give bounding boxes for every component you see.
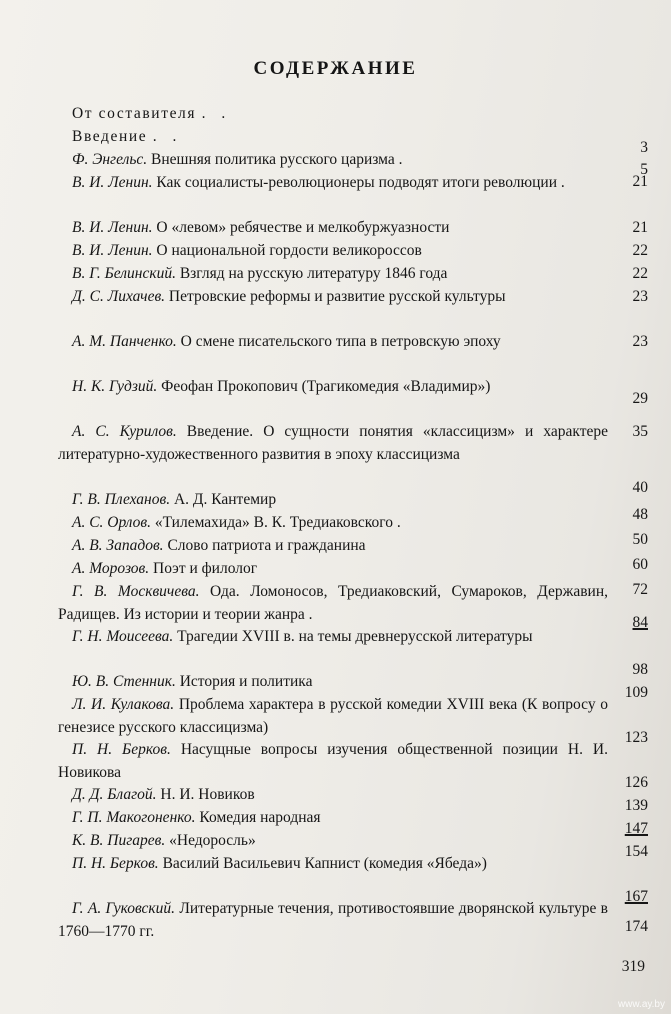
toc-entry bbox=[58, 172, 648, 217]
entry-page-number: 22 bbox=[632, 265, 648, 282]
entry-title: Слово патриота и гражданина bbox=[167, 537, 366, 554]
entry-title: Внешняя политика русского царизма . bbox=[151, 151, 403, 168]
entry-title: Комедия народная bbox=[199, 809, 321, 826]
toc-entry bbox=[58, 581, 648, 626]
entry-title: История и политика bbox=[179, 673, 313, 690]
toc-entry bbox=[58, 661, 648, 694]
entry-author: П. Н. Берков. bbox=[72, 855, 159, 872]
entry-title: От составителя bbox=[72, 105, 197, 122]
toc-entry bbox=[58, 126, 648, 149]
entry-page-number: 50 bbox=[632, 531, 648, 548]
toc-entry bbox=[58, 531, 648, 558]
toc-entry bbox=[58, 103, 648, 126]
entry-author: В. Г. Белинский. bbox=[72, 265, 176, 282]
toc-entry bbox=[58, 684, 648, 739]
entry-page-number: 23 bbox=[632, 333, 648, 350]
page-title: СОДЕРЖАНИЕ bbox=[253, 58, 418, 79]
entry-title: Трагедии XVIII в. на темы древнерусской литературы bbox=[177, 628, 533, 645]
entry-page-number: 84 bbox=[632, 614, 648, 631]
toc-entry bbox=[58, 506, 648, 535]
entry-author: Д. Д. Благой. bbox=[72, 786, 157, 803]
watermark: www.ay.by bbox=[617, 999, 665, 1010]
toc-entry bbox=[58, 888, 648, 943]
entry-title: Петровские реформы и развитие русской культуры bbox=[168, 288, 506, 305]
entry-author: Ю. В. Стенник. bbox=[72, 673, 176, 690]
entry-title: Проблема характера в русской комедии XVIII века (К вопросу о генезисе русского классицизма) bbox=[58, 696, 609, 736]
entry-page-number: 98 bbox=[632, 661, 648, 678]
entry-author: Ф. Энгельс. bbox=[72, 151, 148, 168]
toc-entry bbox=[58, 729, 648, 784]
entry-page-number: 154 bbox=[624, 843, 648, 860]
entry-title: О «левом» ребячестве и мелкобуржуазности bbox=[156, 219, 450, 236]
entry-leader: . . bbox=[152, 128, 183, 145]
entry-author: Г. А. Гуковский. bbox=[72, 900, 176, 917]
entry-title: Поэт и филолог bbox=[153, 560, 258, 577]
entry-author: А. В. Западов. bbox=[72, 537, 164, 554]
entry-author: К. В. Пигарев. bbox=[72, 832, 166, 849]
toc-entry bbox=[58, 820, 648, 853]
entry-author: А. М. Панченко. bbox=[72, 333, 177, 350]
entry-title: Н. И. Новиков bbox=[160, 786, 255, 803]
entry-title: А. Д. Кантемир bbox=[173, 491, 277, 508]
entry-page-number: 35 bbox=[632, 423, 648, 440]
toc-entry bbox=[58, 376, 648, 421]
toc-entry bbox=[58, 614, 648, 671]
entry-title: Введение. О сущности понятия «классицизм» и характере литературно-художественного развития в эпоху классицизма bbox=[58, 423, 608, 463]
entry-title: Введение bbox=[72, 128, 148, 145]
entry-leader: . . bbox=[201, 105, 232, 122]
table-of-contents bbox=[58, 103, 648, 943]
entry-title: Литературные течения, противостоявшие дворянской культуре в 1760—1770 гг. bbox=[58, 900, 608, 940]
entry-author: В. И. Ленин. bbox=[72, 242, 153, 259]
toc-entry bbox=[58, 797, 648, 830]
toc-entry bbox=[58, 479, 648, 512]
entry-author: Д. С. Лихачев. bbox=[72, 288, 166, 305]
entry-author: Г. В. Плеханов. bbox=[72, 491, 171, 508]
entry-title: Как социалисты-революционеры подводят итоги революции . bbox=[156, 174, 565, 191]
toc-entry bbox=[58, 421, 648, 489]
toc-entry bbox=[58, 240, 648, 263]
toc-entry bbox=[58, 331, 648, 376]
entry-title: Феофан Прокопович (Трагикомедия «Владимир») bbox=[161, 378, 491, 395]
page-number: 319 bbox=[621, 958, 645, 975]
entry-title: Василий Васильевич Капнист (комедия «Ябеда») bbox=[162, 855, 487, 872]
entry-author: Н. К. Гудзий. bbox=[72, 378, 158, 395]
toc-entry bbox=[58, 558, 648, 581]
entry-author: А. С. Орлов. bbox=[72, 514, 151, 531]
entry-page-number: 72 bbox=[632, 581, 648, 598]
entry-author: В. И. Ленин. bbox=[72, 219, 153, 236]
entry-author: Г. П. Макогоненко. bbox=[72, 809, 196, 826]
entry-page-number: 109 bbox=[624, 684, 648, 701]
entry-title: Взгляд на русскую литературу 1846 года bbox=[179, 265, 448, 282]
entry-page-number: 167 bbox=[624, 888, 648, 905]
entry-title: О смене писательского типа в петровскую эпоху bbox=[180, 333, 501, 350]
entry-page-number: 5 bbox=[640, 161, 648, 178]
entry-author: П. Н. Берков. bbox=[72, 741, 171, 758]
entry-page-number: 3 bbox=[640, 139, 648, 156]
entry-author: А. С. Курилов. bbox=[72, 423, 177, 440]
entry-author: В. И. Ленин. bbox=[72, 174, 153, 191]
entry-page-number: 29 bbox=[632, 390, 648, 407]
entry-author: А. Морозов. bbox=[72, 560, 150, 577]
entry-page-number: 147 bbox=[624, 820, 648, 837]
toc-entry bbox=[58, 843, 648, 898]
entry-author: Л. И. Кулакова. bbox=[72, 696, 175, 713]
toc-entry bbox=[58, 774, 648, 807]
entry-page-number: 21 bbox=[632, 173, 648, 190]
entry-page-number: 48 bbox=[632, 506, 648, 523]
toc-entry bbox=[58, 263, 648, 286]
entry-page-number: 22 bbox=[632, 242, 648, 259]
entry-title: «Тилемахида» В. К. Тредиаковского . bbox=[154, 514, 401, 531]
entry-page-number: 40 bbox=[632, 479, 648, 496]
entry-page-number: 21 bbox=[632, 219, 648, 236]
entry-page-number: 23 bbox=[632, 288, 648, 305]
entry-page-number: 123 bbox=[624, 729, 648, 746]
entry-page-number: 139 bbox=[624, 797, 648, 814]
entry-page-number: 174 bbox=[624, 918, 648, 935]
entry-title: Ода. Ломоносов, Тредиаковский, Сумароков, Державин, Радищев. Из истории и теории жанра . bbox=[58, 583, 609, 623]
entry-title: «Недоросль» bbox=[169, 832, 256, 849]
entry-author: Г. В. Москвичева. bbox=[72, 583, 200, 600]
entry-title: Насущные вопросы изучения общественной позиции Н. И. Новикова bbox=[58, 741, 608, 781]
entry-author: Г. Н. Моисеева. bbox=[72, 628, 174, 645]
entry-page-number: 60 bbox=[632, 556, 648, 573]
toc-entry bbox=[58, 217, 648, 240]
entry-page-number: 126 bbox=[624, 774, 648, 791]
entry-title: О национальной гордости великороссов bbox=[156, 242, 422, 259]
toc-entry bbox=[58, 139, 648, 178]
toc-entry bbox=[58, 286, 648, 331]
